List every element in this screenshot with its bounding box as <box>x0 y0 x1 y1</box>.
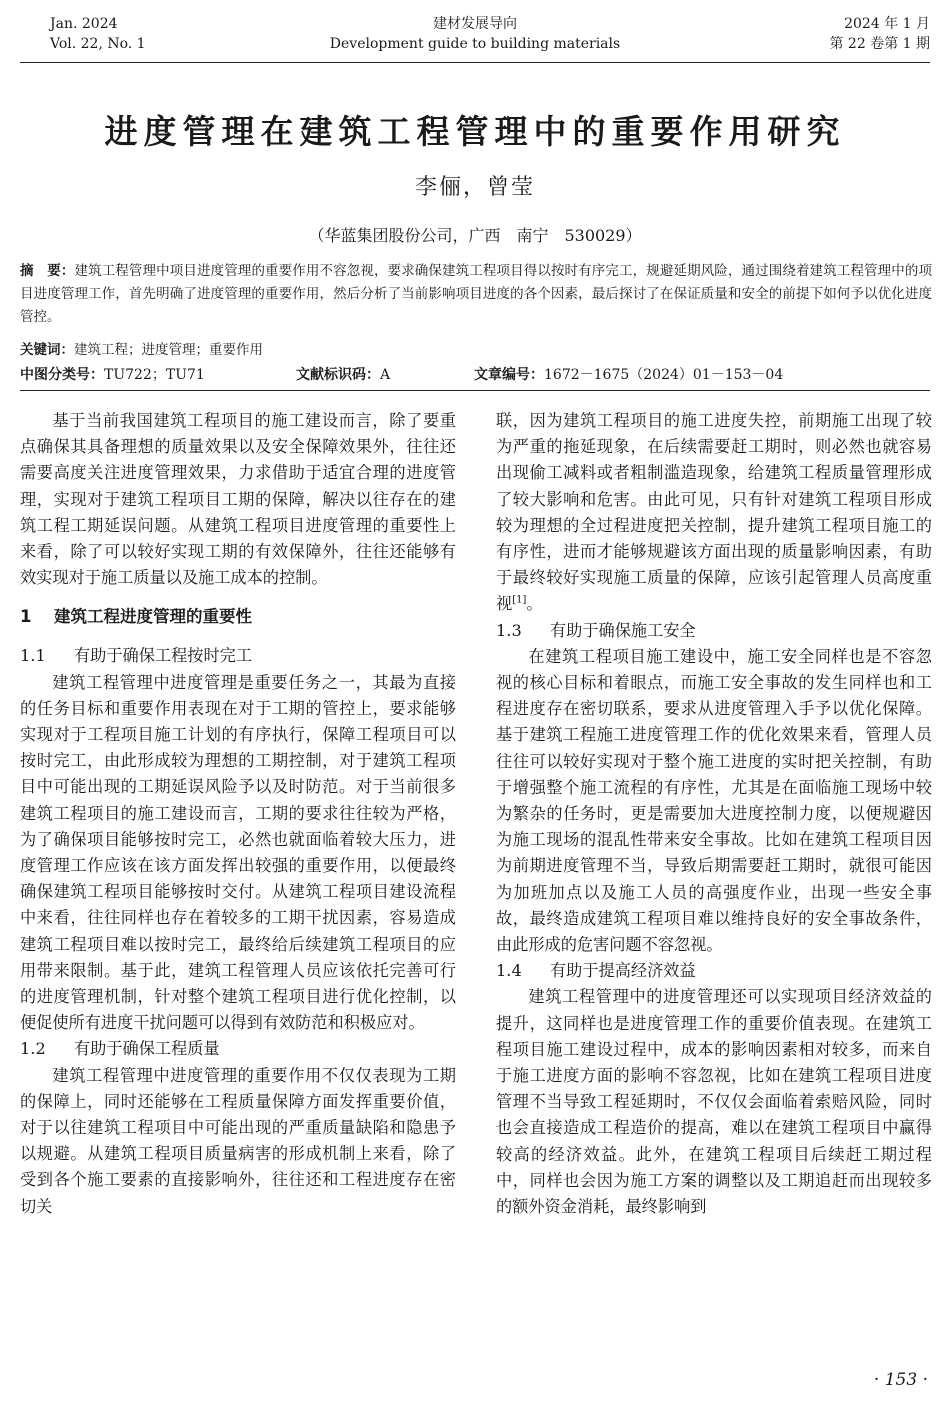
paragraph: 在建筑工程项目施工建设中，施工安全同样也是不容忽视的核心目标和着眼点，而施工安全事故的发生同样也和工程进度存在密切联系，要求从进度管理入手予以优化保障。基于建筑工程施工进度管理工作的优化效果来看，管理人员往往可以较好实现对于整个施工进度的实时把关控制，有助于增强整个施工流程的有序性，尤其是在面临施工现场中较为繁杂的任务时，更是需要加大进度控制力度，以便规避因为施工现场的混乱性带来安全事故。比如在建筑工程项目因为前期进度管理不当，导致后期需要赶工期时，就很可能因为加班加点以及施工人员的高强度作业，出现一些安全事故，最终造成建筑工程项目难以维持良好的安全事故条件，由此形成的危害问题不容忽视。 <box>496 646 932 955</box>
abstract <box>20 260 932 329</box>
section-title: 建筑工程进度管理的重要性 <box>54 607 252 627</box>
section-number: 1 <box>20 607 32 627</box>
author-affiliation: （华蓝集团股份公司，广西 南宁 530029） <box>308 226 642 245</box>
body-column-left <box>20 408 456 1220</box>
journal-name <box>0 14 950 54</box>
header-date: Jan. 2024 <box>50 16 118 32</box>
subsection-heading <box>496 958 932 984</box>
article-label: 文章编号： <box>474 367 544 383</box>
subsection-heading <box>496 618 932 644</box>
subsection-number: 1.1 <box>20 646 46 666</box>
abstract-text: 建筑工程管理中项目进度管理的重要作用不容忽视，要求确保建筑工程项目得以按时有序完工，规避延期风险，通过围绕着建筑工程管理中的项目进度管理工作，首先明确了进度管理的重要作用，然后分析了当前影响项目进度的各个因素，最后探讨了在保证质量和安全的前提下如何予以优化进度管控。 <box>20 263 933 325</box>
subsection-number: 1.3 <box>496 620 522 640</box>
paragraph: 建筑工程管理中的进度管理还可以实现项目经济效益的提升，这同样也是进度管理工作的重要价值表现。在建筑工程项目施工建设过程中，成本的影响因素相对较多，而来自于施工进度方面的影响不容忽视，比如在建筑工程项目进度管理不当导致工程延期时，不仅仅会面临着索赔风险，同时也会直接造成工程造价的提高，难以在建筑工程项目中赢得较高的经济效益。此外，在建筑工程项目后续赶工期过程中，同样也会因为施工方案的调整以及工期追赶而出现较多的额外资金消耗，最终影响到 <box>496 987 932 1217</box>
keywords <box>20 340 263 360</box>
journal-name-en: Development guide to building materials <box>329 36 621 52</box>
subsection-title: 有助于确保工程质量 <box>74 1039 220 1059</box>
subsection-number: 1.2 <box>20 1039 46 1059</box>
intro-paragraph: 基于当前我国建筑工程项目的施工建设而言，除了要重点确保其具备理想的质量效果以及安全保障效果外，往往还需要高度关注进度管理效果，力求借助于适宜合理的进度管理，实现对于建筑工程项目工期的保障，解决以往存在的建筑工程工期延误问题。从建筑工程项目进度管理的重要性上来看，除了可以较好实现工期的有效保障外，往往还能够有效实现对于施工质量以及施工成本的控制。 <box>20 411 456 588</box>
clc-value: TU722；TU71 <box>104 367 205 383</box>
paragraph-text: 联，因为建筑工程项目的施工进度失控，前期施工出现了较为严重的拖延现象，在后续需要赶工期时，则必然也就容易出现偷工减料或者粗制滥造现象，给建筑工程质量管理形成了较大影响和危害。由此可见，只有针对建筑工程项目形成较为理想的全过程进度把关控制，提升建筑工程项目施工的有序性，进而才能够规避该方面出现的质量影响因素，有助于最终较好实现施工质量的保障，应该引起管理人员高度重视 <box>496 411 932 614</box>
paper-authors: 李俪，曾莹 <box>414 175 535 200</box>
header-volume: Vol. 22, No. 1 <box>50 36 146 52</box>
subsection-title: 有助于确保施工安全 <box>550 620 696 640</box>
subsection-number: 1.4 <box>496 961 522 981</box>
page-number: · 153 · <box>873 1370 928 1390</box>
paper-title: 进度管理在建筑工程管理中的重要作用研究 <box>104 112 846 151</box>
paragraph-end: 。 <box>526 594 543 614</box>
journal-date-volume-cn <box>829 14 930 54</box>
subsection-title: 有助于确保工程按时完工 <box>74 646 253 666</box>
abstract-label: 摘 要： <box>20 263 75 279</box>
abstract-rule <box>20 390 930 391</box>
doc-value: A <box>380 367 391 383</box>
header-date-cn: 2024 年 1 月 <box>844 16 930 32</box>
paragraph-continued <box>496 408 932 618</box>
paragraph: 建筑工程管理中进度管理的重要作用不仅仅表现为工期的保障上，同时还能够在工程质量保障方面发挥重要价值，对于以往建筑工程项目中可能出现的严重质量缺陷和隐患予以规避。从建筑工程项目质量病害的形成机制上来看，除了受到各个施工要素的直接影响外，往往还和工程进度存在密切关 <box>20 1065 456 1216</box>
clc-number <box>20 365 205 385</box>
article-number <box>474 365 783 385</box>
article-value: 1672－1675（2024）01－153－04 <box>544 367 784 383</box>
section-heading <box>20 604 456 630</box>
paragraph: 建筑工程管理中进度管理是重要任务之一，其最为直接的任务目标和重要作用表现在对于工期的管控上，要求能够实现对于工程项目施工计划的有序执行，保障工程项目可以按时完工，由此形成较为理想的工期控制，对于建筑工程项目中可能出现的工期延误风险予以及时防范。对于当前很多建筑工程项目的施工建设而言，工期的要求往往较为严格，为了确保项目能够按时完工，必然也就面临着较大压力，进度管理工作应该在该方面发挥出较强的重要作用，以便最终确保建筑工程项目能够按时交付。从建筑工程项目建设流程中来看，往往同样也存在着较多的工期干扰因素，容易造成建筑工程项目难以按时完工，最终给后续建筑工程项目的应用带来限制。基于此，建筑工程管理人员应该依托完善可行的进度管理机制，针对整个建筑工程项目进行优化控制，以便促使所有进度干扰问题可以得到有效防范和积极应对。 <box>20 672 456 1033</box>
subsection-heading <box>20 643 456 669</box>
document-code <box>296 365 390 385</box>
keywords-text: 建筑工程；进度管理；重要作用 <box>74 342 263 358</box>
body-column-right <box>496 408 932 1220</box>
journal-name-cn: 建材发展导向 <box>433 16 517 32</box>
clc-label: 中图分类号： <box>20 367 104 383</box>
header-volume-cn: 第 22 卷第 1 期 <box>829 36 930 52</box>
keywords-label: 关键词： <box>20 342 74 358</box>
header-rule <box>20 62 930 63</box>
subsection-title: 有助于提高经济效益 <box>550 961 696 981</box>
doc-label: 文献标识码： <box>296 367 380 383</box>
subsection-heading <box>20 1036 456 1062</box>
citation: [1] <box>512 595 527 607</box>
